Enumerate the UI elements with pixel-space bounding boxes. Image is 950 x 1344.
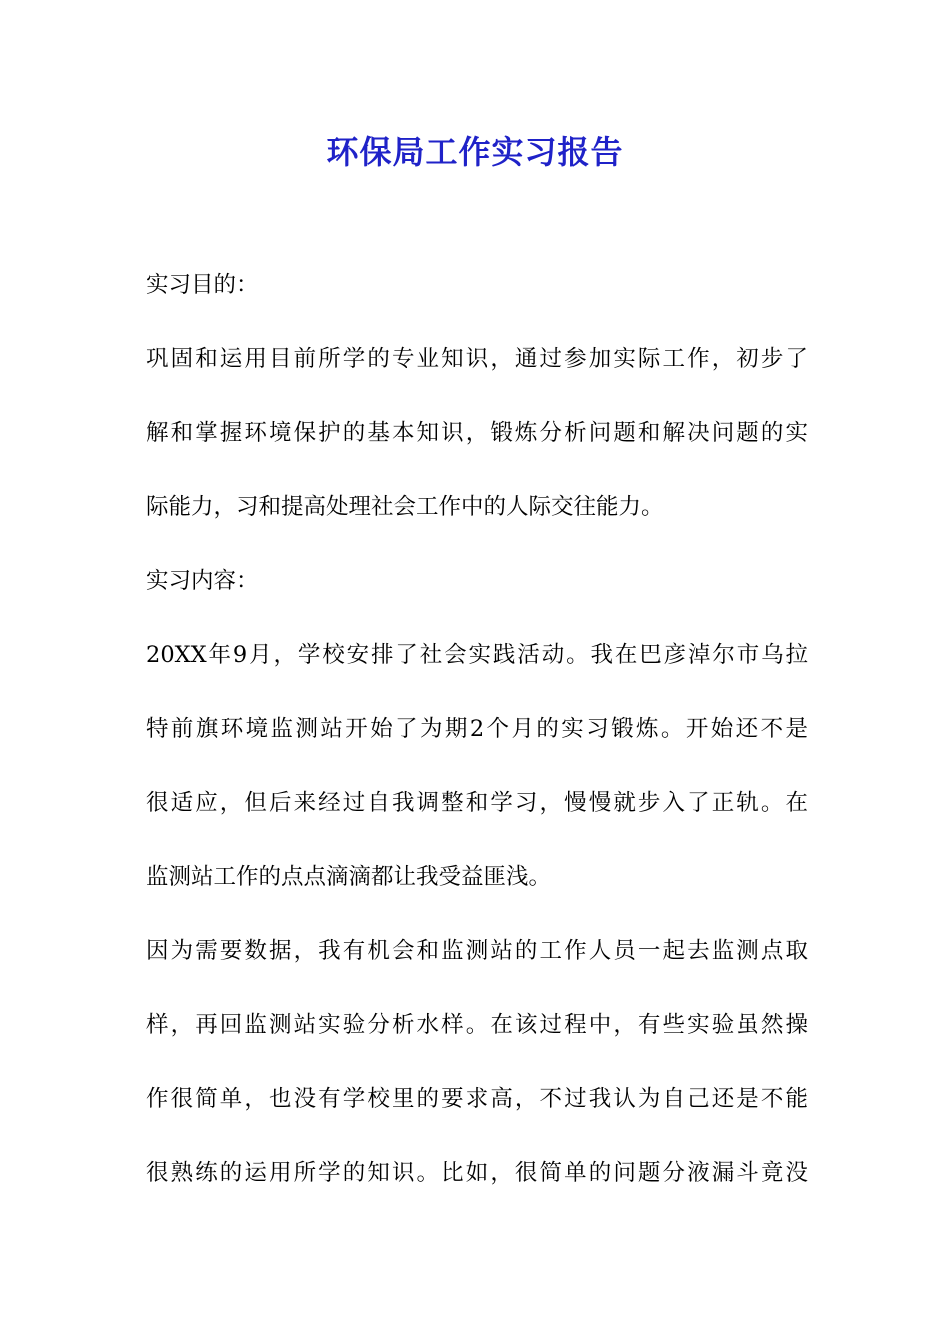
paragraph-line: 很熟练的运用所学的知识。比如，很简单的问题分液漏斗竟没	[146, 1160, 808, 1186]
paragraph-line: 样，再回监测站实验分析水样。在该过程中，有些实验虽然操	[146, 1012, 808, 1038]
paragraph-line: 解和掌握环境保护的基本知识，锻炼分析问题和解决问题的实	[146, 420, 808, 446]
paragraph-line: 特前旗环境监测站开始了为期2个月的实习锻炼。开始还不是	[146, 716, 808, 742]
paragraph-line: 巩固和运用目前所学的专业知识，通过参加实际工作，初步了	[146, 346, 808, 372]
page-title: 环保局工作实习报告	[326, 133, 624, 171]
document-body	[146, 265, 808, 1227]
paragraph-line: 作很简单，也没有学校里的要求高，不过我认为自己还是不能	[146, 1086, 808, 1112]
paragraph-line: 20XX年9月，学校安排了社会实践活动。我在巴彦淖尔市乌拉	[146, 642, 808, 668]
section-heading-purpose: 实习目的：	[146, 272, 259, 298]
paragraph-line: 际能力，习和提高处理社会工作中的人际交往能力。	[146, 494, 664, 520]
paragraph-line: 监测站工作的点点滴滴都让我受益匪浅。	[146, 864, 552, 890]
section-heading-content: 实习内容：	[146, 568, 259, 594]
paragraph-line: 因为需要数据，我有机会和监测站的工作人员一起去监测点取	[146, 938, 808, 964]
paragraph-line: 很适应，但后来经过自我调整和学习，慢慢就步入了正轨。在	[146, 790, 808, 816]
